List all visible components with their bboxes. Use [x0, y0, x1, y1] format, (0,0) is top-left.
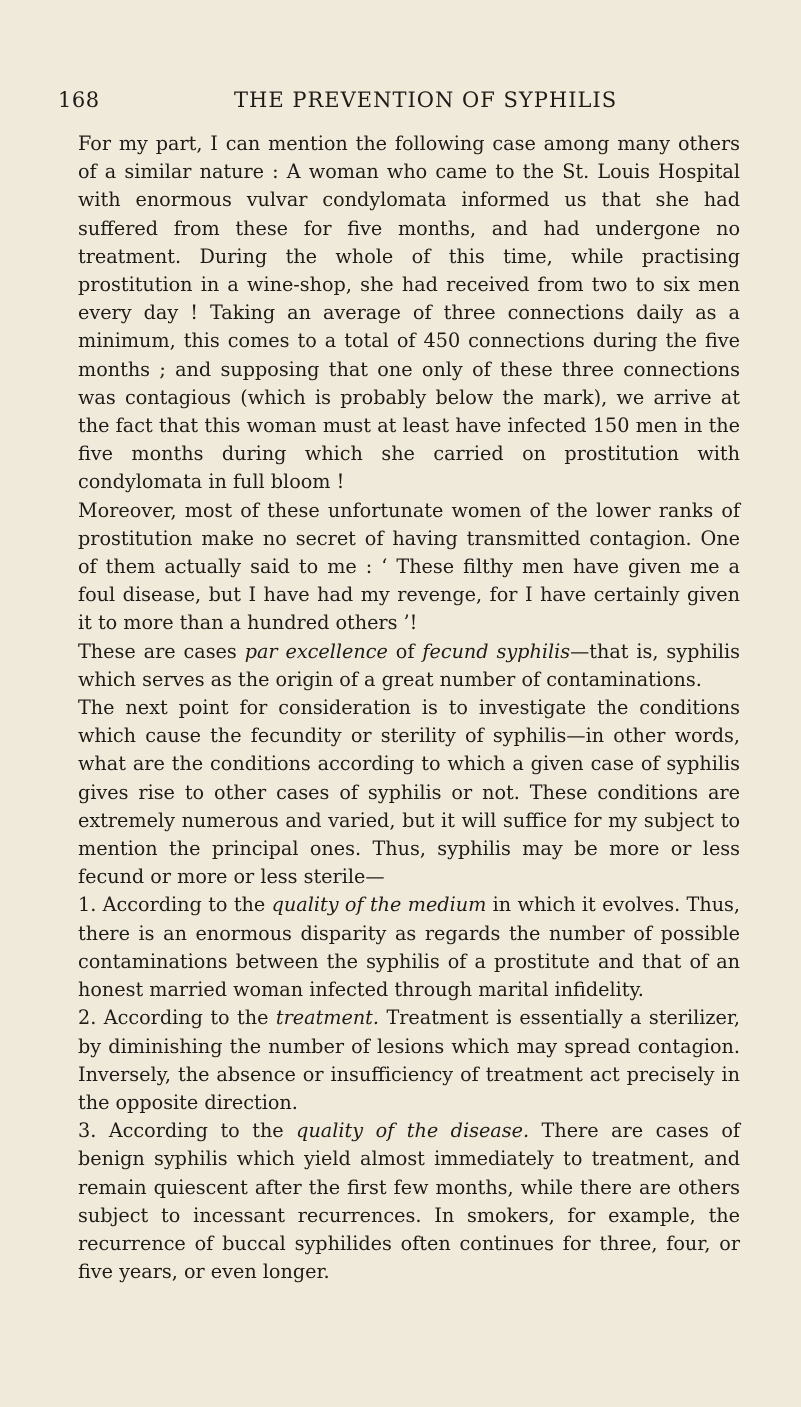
text-run: 1. According to the [78, 893, 272, 917]
text-run: Treatment is essentially a sterilizer, by diminishing the number of lesions which may spread contagion. Inversely, the absence or insufficiency of treatment act precisely in the opposite direction. [78, 1006, 740, 1114]
paragraph: For my part, I can mention the following case among many others of a similar nature : A woman who came to the St. Louis Hospital with enormous vulvar condylomata informed us that she had suffered from these for five months, and had undergone no treatment. During the whole of this time, while practising prostitution in a wine-shop, she had received from two to six men every day ! Taking an average of three connections daily as a minimum, this comes to a total of 450 connections during the five months ; and supposing that one only of these three connections was contagious (which is probably below the mark), we arrive at the fact that this woman must at least have infected 150 men in the five months during which she carried on prostitution with condylomata in full bloom ! [78, 132, 740, 494]
body-text [78, 130, 740, 1286]
text-run: There are cases of benign syphilis which yield almost immediately to treatment, and remain quiescent after the first few months, while there are others subject to incessant recurrences. In smokers, for example, the recurrence of buccal syphilides often continues for three, four, or five years, or even longer. [78, 1119, 740, 1284]
italic-phrase: quality of the disease. [296, 1119, 530, 1143]
italic-phrase: fecund syphilis [422, 639, 571, 663]
paragraph [78, 638, 740, 694]
paragraph [78, 1004, 740, 1117]
text-run: These are cases [78, 639, 245, 663]
running-title: THE PREVENTION OF SYPHILIS [234, 88, 618, 112]
text-run: 2. According to the [78, 1006, 276, 1030]
text-run: —that is, syphilis which serves as the origin of a great number of contaminations. [78, 639, 741, 691]
paragraph: Moreover, most of these unfortunate women of the lower ranks of prostitution make no secret of having transmitted contagion. One of them actually said to me : ‘ These filthy men have given me a foul disease, but I have had my revenge, for I have certainly given it to more than a hundred others ’! [78, 498, 740, 635]
italic-phrase: quality of the medium [271, 893, 487, 917]
text-run: of [387, 639, 423, 663]
text-run: in which it evolves. Thus, there is an enormous disparity as regards the number of possible contaminations between the syphilis of a prostitute and that of an honest married woman infected through marital infidelity. [78, 893, 741, 1002]
italic-phrase: treatment. [275, 1006, 379, 1030]
text-run: 3. According to the [78, 1119, 297, 1143]
paragraph [78, 1117, 740, 1286]
page-number: 168 [58, 88, 100, 112]
italic-phrase: par excellence [244, 639, 388, 663]
paragraph [78, 891, 740, 1004]
running-head [58, 88, 740, 118]
paragraph: The next point for consideration is to investigate the conditions which cause the fecundity or sterility of syphilis—in other words, what are the conditions according to which a given case of syphilis gives rise to other cases of syphilis or not. These conditions are extremely numerous and varied, but it will suffice for my subject to mention the principal ones. Thus, syphilis may be more or less fecund or more or less sterile— [78, 696, 740, 889]
